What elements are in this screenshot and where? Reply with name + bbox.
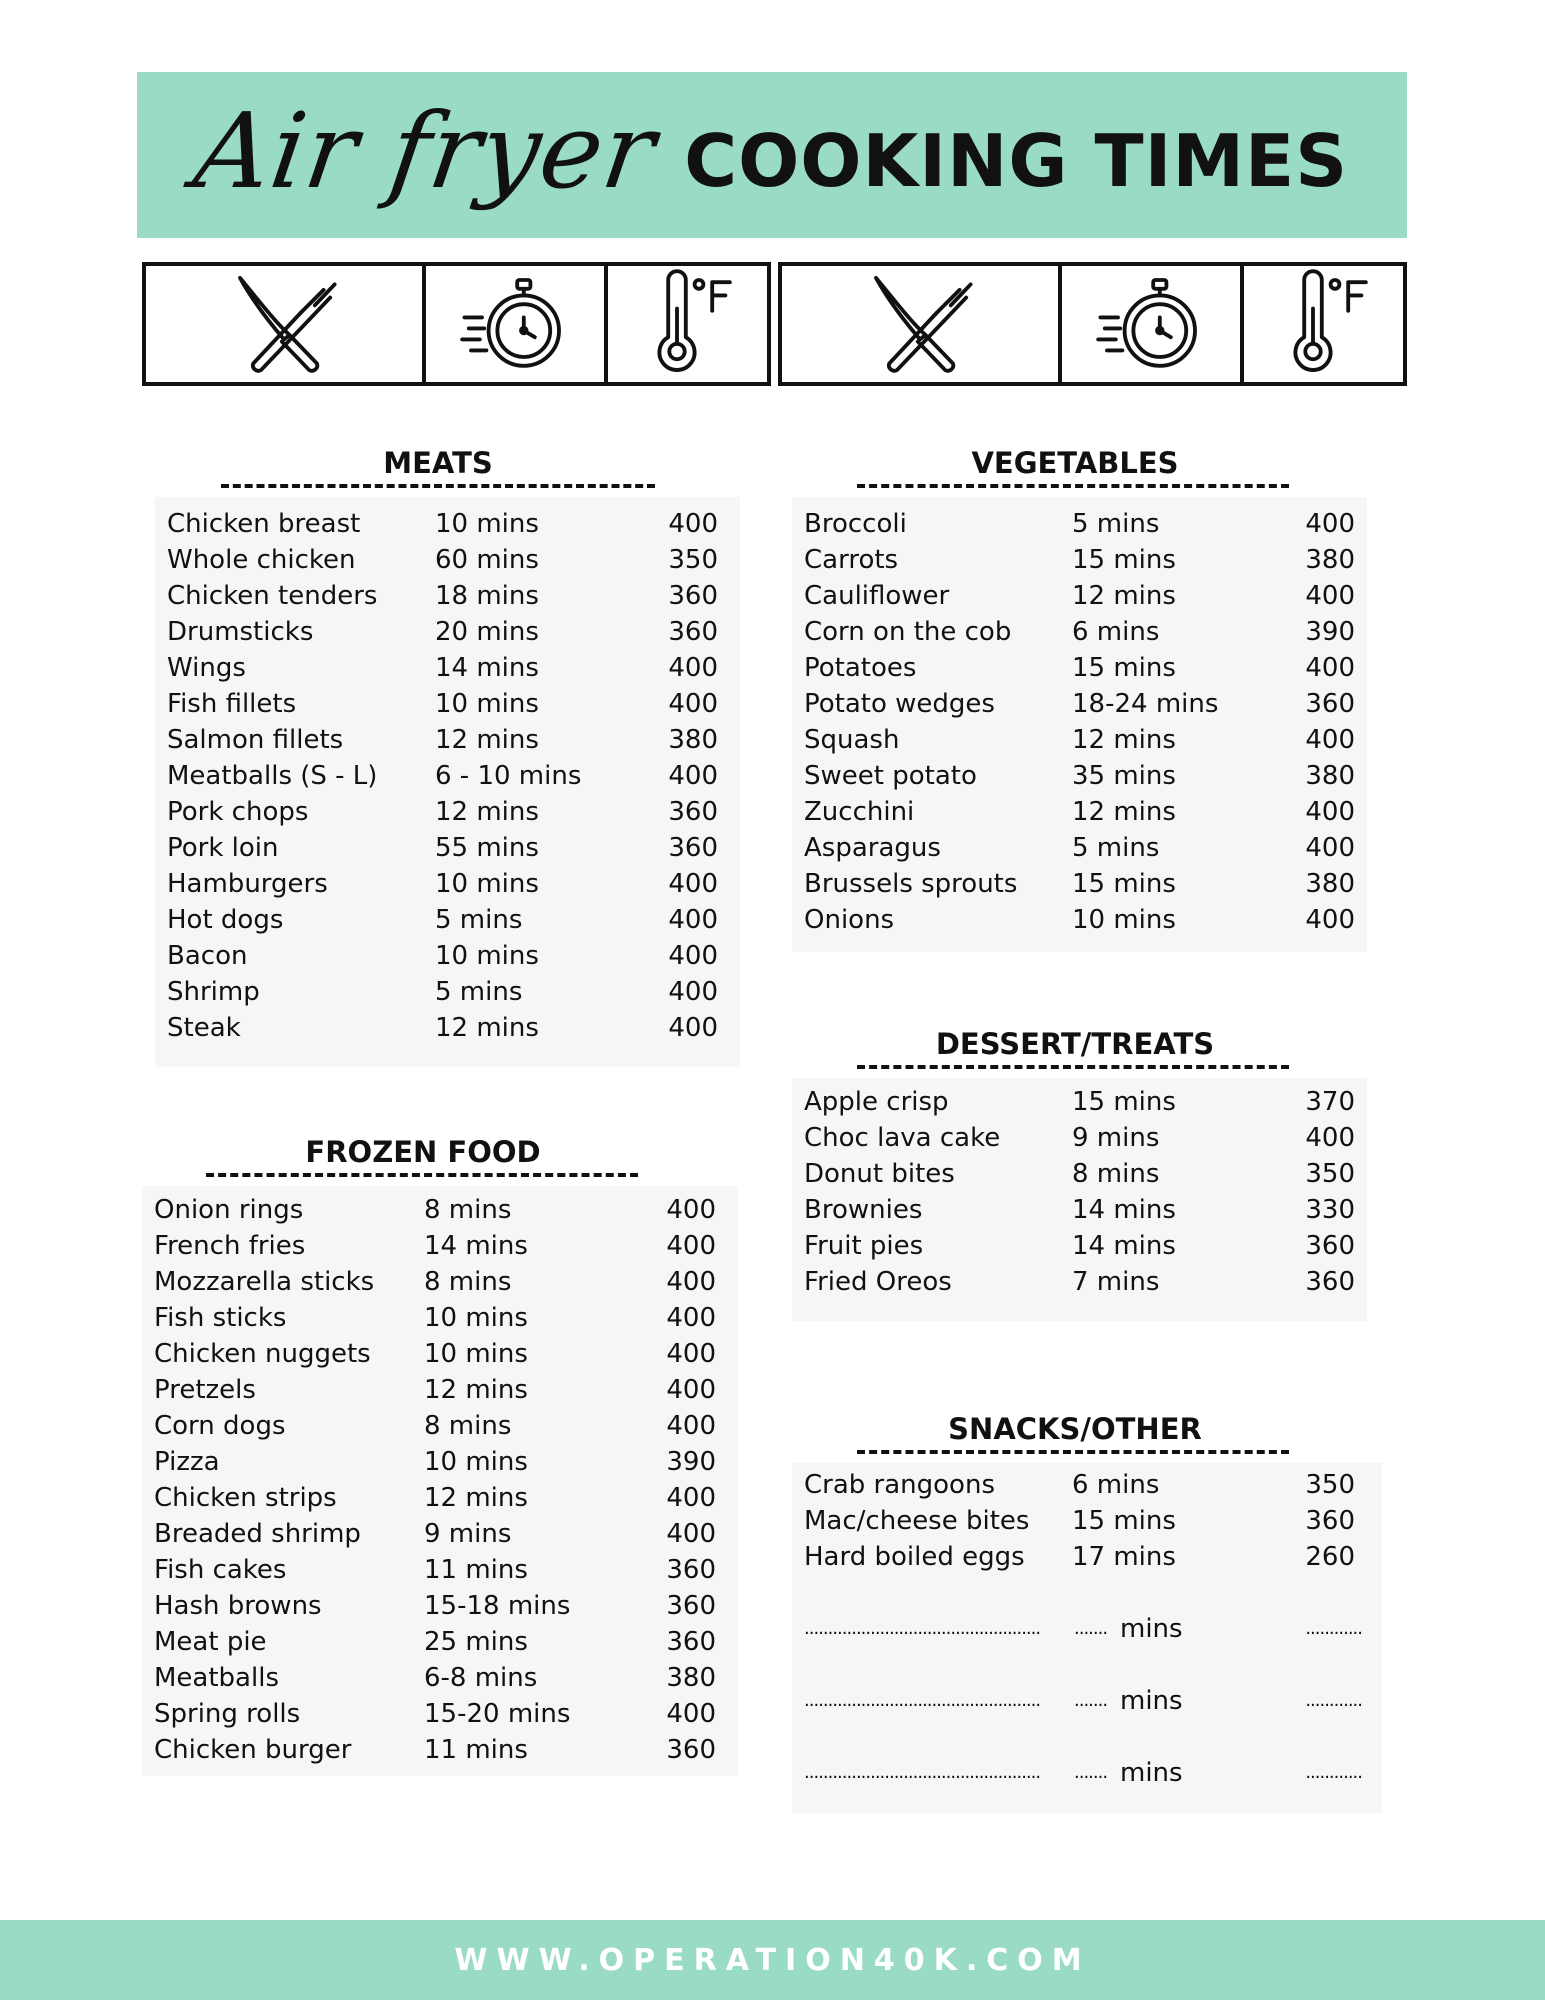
food-name: French fries <box>154 1231 306 1261</box>
table-row <box>142 1408 738 1444</box>
food-name: Squash <box>804 725 900 755</box>
food-name: Corn on the cob <box>804 617 1012 647</box>
food-name: Salmon fillets <box>167 725 344 755</box>
cook-time: 10 mins <box>435 509 539 539</box>
temperature: 360 <box>1305 1506 1355 1536</box>
table-row <box>155 902 740 938</box>
cook-time: 11 mins <box>424 1735 528 1765</box>
title-underline <box>857 1450 1289 1454</box>
temperature: 400 <box>1305 653 1355 683</box>
food-name: Onions <box>804 905 895 935</box>
temperature: 400 <box>1305 725 1355 755</box>
cook-time: 14 mins <box>435 653 539 683</box>
table-row <box>792 722 1367 758</box>
cook-time: 8 mins <box>424 1411 512 1441</box>
temperature: 400 <box>666 1519 716 1549</box>
food-name: Zucchini <box>804 797 915 827</box>
food-name: Mac/cheese bites <box>804 1506 1030 1536</box>
table-row <box>155 650 740 686</box>
food-name: Pretzels <box>154 1375 256 1405</box>
table-panel <box>142 1186 738 1776</box>
table-panel <box>792 1078 1367 1321</box>
cook-time: 12 mins <box>1072 725 1176 755</box>
temperature: 360 <box>666 1591 716 1621</box>
stopwatch-icon <box>1058 266 1240 382</box>
temperature: 360 <box>668 797 718 827</box>
table-row <box>792 506 1367 542</box>
cook-time: 15 mins <box>1072 1506 1176 1536</box>
food-name: Crab rangoons <box>804 1470 995 1500</box>
cook-time: 15 mins <box>1072 869 1176 899</box>
section-title: MEATS <box>383 446 493 480</box>
temperature: 380 <box>1305 869 1355 899</box>
section-title: VEGETABLES <box>971 446 1179 480</box>
temperature: 370 <box>1305 1087 1355 1117</box>
temperature: 400 <box>668 1013 718 1043</box>
food-name: Drumsticks <box>167 617 314 647</box>
section-title: DESSERT/TREATS <box>935 1027 1215 1061</box>
food-name: Fish cakes <box>154 1555 287 1585</box>
food-name: Brussels sprouts <box>804 869 1018 899</box>
blank-time: ....... <box>1074 1690 1108 1711</box>
temperature: 360 <box>1305 689 1355 719</box>
table-row <box>142 1228 738 1264</box>
temperature: 350 <box>668 545 718 575</box>
table-row <box>792 866 1367 902</box>
table-row <box>142 1588 738 1624</box>
temperature: 400 <box>666 1267 716 1297</box>
temperature: 400 <box>668 905 718 935</box>
temperature: 400 <box>666 1375 716 1405</box>
food-name: Carrots <box>804 545 899 575</box>
cook-time: 12 mins <box>424 1483 528 1513</box>
temperature: 400 <box>668 761 718 791</box>
temperature: 400 <box>1305 833 1355 863</box>
table-panel <box>792 497 1367 952</box>
food-name: Meatballs <box>154 1663 279 1693</box>
food-name: Mozzarella sticks <box>154 1267 375 1297</box>
cook-time: 15 mins <box>1072 1087 1176 1117</box>
table-row <box>155 794 740 830</box>
cook-time: 12 mins <box>1072 581 1176 611</box>
table-row <box>792 1539 1382 1575</box>
cook-time: 10 mins <box>424 1303 528 1333</box>
blank-mins-label: mins <box>1120 1758 1183 1788</box>
cook-time: 10 mins <box>435 869 539 899</box>
blank-row <box>792 1611 1382 1647</box>
temperature: 360 <box>668 833 718 863</box>
cook-time: 35 mins <box>1072 761 1176 791</box>
temperature: 400 <box>668 689 718 719</box>
temperature: 400 <box>666 1339 716 1369</box>
cook-time: 6 - 10 mins <box>435 761 582 791</box>
table-row <box>142 1372 738 1408</box>
blank-temp: ............ <box>1305 1762 1362 1783</box>
title-underline <box>206 1173 638 1177</box>
food-name: Chicken tenders <box>167 581 378 611</box>
temperature: 400 <box>1305 797 1355 827</box>
cook-time: 25 mins <box>424 1627 528 1657</box>
temperature: 400 <box>668 653 718 683</box>
temperature: 380 <box>668 725 718 755</box>
table-row <box>142 1732 738 1768</box>
table-row <box>792 830 1367 866</box>
temperature: 400 <box>668 869 718 899</box>
cook-time: 5 mins <box>435 905 523 935</box>
cook-time: 18-24 mins <box>1072 689 1219 719</box>
table-row <box>792 614 1367 650</box>
table-row <box>155 614 740 650</box>
table-row <box>155 506 740 542</box>
temperature: 400 <box>668 941 718 971</box>
table-row <box>155 722 740 758</box>
food-name: Cauliflower <box>804 581 950 611</box>
food-name: Hard boiled eggs <box>804 1542 1025 1572</box>
food-name: Whole chicken <box>167 545 356 575</box>
food-name: Chicken nuggets <box>154 1339 371 1369</box>
section-title: SNACKS/OTHER <box>948 1412 1202 1446</box>
food-name: Fruit pies <box>804 1231 924 1261</box>
blank-time: ....... <box>1074 1618 1108 1639</box>
cook-time: 5 mins <box>1072 833 1160 863</box>
utensils-icon <box>146 266 422 382</box>
cook-time: 60 mins <box>435 545 539 575</box>
food-name: Hash browns <box>154 1591 322 1621</box>
cook-time: 8 mins <box>424 1195 512 1225</box>
cook-time: 17 mins <box>1072 1542 1176 1572</box>
food-name: Pizza <box>154 1447 220 1477</box>
temperature: 400 <box>666 1699 716 1729</box>
cook-time: 12 mins <box>435 725 539 755</box>
blank-food: .................................................. <box>804 1762 1041 1783</box>
temperature: 360 <box>666 1627 716 1657</box>
food-name: Corn dogs <box>154 1411 286 1441</box>
food-name: Steak <box>167 1013 241 1043</box>
cook-time: 18 mins <box>435 581 539 611</box>
table-panel <box>792 1463 1382 1813</box>
cook-time: 15-20 mins <box>424 1699 571 1729</box>
table-row <box>792 1264 1367 1300</box>
temperature: 390 <box>666 1447 716 1477</box>
food-name: Hamburgers <box>167 869 328 899</box>
temperature: 400 <box>666 1195 716 1225</box>
cook-time: 14 mins <box>1072 1195 1176 1225</box>
table-row <box>142 1516 738 1552</box>
table-row <box>142 1696 738 1732</box>
temperature: 400 <box>666 1483 716 1513</box>
cook-time: 15-18 mins <box>424 1591 571 1621</box>
table-row <box>155 686 740 722</box>
food-name: Fried Oreos <box>804 1267 952 1297</box>
temperature: 360 <box>1305 1231 1355 1261</box>
temperature: 400 <box>1305 581 1355 611</box>
table-row <box>792 542 1367 578</box>
table-row <box>155 542 740 578</box>
icon-header-left <box>142 262 771 386</box>
title-underline <box>857 484 1289 488</box>
table-row <box>792 1467 1382 1503</box>
temperature: 400 <box>668 509 718 539</box>
thermometer-icon <box>1240 266 1403 382</box>
food-name: Wings <box>167 653 246 683</box>
stopwatch-icon <box>422 266 604 382</box>
table-row <box>792 1156 1367 1192</box>
table-row <box>155 578 740 614</box>
blank-temp: ............ <box>1305 1618 1362 1639</box>
cook-time: 12 mins <box>424 1375 528 1405</box>
table-row <box>155 974 740 1010</box>
cook-time: 10 mins <box>424 1339 528 1369</box>
cook-time: 15 mins <box>1072 545 1176 575</box>
blank-time: ....... <box>1074 1762 1108 1783</box>
table-panel <box>155 497 740 1067</box>
temperature: 350 <box>1305 1470 1355 1500</box>
cook-time: 5 mins <box>435 977 523 1007</box>
title-underline <box>857 1065 1289 1069</box>
table-row <box>792 1228 1367 1264</box>
table-row <box>142 1336 738 1372</box>
cook-time: 5 mins <box>1072 509 1160 539</box>
food-name: Meatballs (S - L) <box>167 761 378 791</box>
food-name: Pork chops <box>167 797 309 827</box>
blank-mins-label: mins <box>1120 1686 1183 1716</box>
temperature: 360 <box>666 1555 716 1585</box>
food-name: Choc lava cake <box>804 1123 1001 1153</box>
food-name: Fish sticks <box>154 1303 287 1333</box>
temperature: 400 <box>668 977 718 1007</box>
cook-time: 6 mins <box>1072 617 1160 647</box>
table-row <box>155 758 740 794</box>
cook-time: 8 mins <box>424 1267 512 1297</box>
temperature: 330 <box>1305 1195 1355 1225</box>
table-row <box>792 1192 1367 1228</box>
food-name: Shrimp <box>167 977 260 1007</box>
title-script: Air fryer <box>187 90 663 212</box>
food-name: Spring rolls <box>154 1699 301 1729</box>
food-name: Meat pie <box>154 1627 267 1657</box>
temperature: 400 <box>1305 1123 1355 1153</box>
food-name: Potatoes <box>804 653 917 683</box>
cook-time: 14 mins <box>424 1231 528 1261</box>
cook-time: 20 mins <box>435 617 539 647</box>
temperature: 360 <box>1305 1267 1355 1297</box>
cook-time: 10 mins <box>1072 905 1176 935</box>
temperature: 380 <box>1305 545 1355 575</box>
website-url: WWW.OPERATION40K.COM <box>454 1942 1091 1978</box>
cook-time: 8 mins <box>1072 1159 1160 1189</box>
food-name: Donut bites <box>804 1159 955 1189</box>
food-name: Fish fillets <box>167 689 297 719</box>
food-name: Chicken breast <box>167 509 361 539</box>
blank-food: .................................................. <box>804 1690 1041 1711</box>
cook-time: 55 mins <box>435 833 539 863</box>
cook-time: 9 mins <box>1072 1123 1160 1153</box>
table-row <box>792 578 1367 614</box>
blank-mins-label: mins <box>1120 1614 1183 1644</box>
temperature: 400 <box>1305 905 1355 935</box>
cook-time: 12 mins <box>435 797 539 827</box>
blank-row <box>792 1683 1382 1719</box>
table-row <box>155 1010 740 1046</box>
table-row <box>792 686 1367 722</box>
temperature: 400 <box>1305 509 1355 539</box>
table-row <box>792 1503 1382 1539</box>
cook-time: 15 mins <box>1072 653 1176 683</box>
footer-bar <box>0 1920 1545 2000</box>
title-underline <box>221 484 655 488</box>
temperature: 350 <box>1305 1159 1355 1189</box>
temperature: 360 <box>666 1735 716 1765</box>
temperature: 390 <box>1305 617 1355 647</box>
table-row <box>792 650 1367 686</box>
blank-row <box>792 1755 1382 1791</box>
title-bold: COOKING TIMES <box>684 119 1349 203</box>
cook-time: 14 mins <box>1072 1231 1176 1261</box>
food-name: Sweet potato <box>804 761 977 791</box>
thermometer-icon <box>604 266 767 382</box>
food-name: Hot dogs <box>167 905 284 935</box>
table-row <box>142 1552 738 1588</box>
utensils-icon <box>782 266 1058 382</box>
table-row <box>792 758 1367 794</box>
cook-time: 10 mins <box>424 1447 528 1477</box>
cook-time: 10 mins <box>435 689 539 719</box>
temperature: 360 <box>668 581 718 611</box>
cook-time: 6 mins <box>1072 1470 1160 1500</box>
food-name: Brownies <box>804 1195 923 1225</box>
blank-temp: ............ <box>1305 1690 1362 1711</box>
food-name: Asparagus <box>804 833 941 863</box>
table-row <box>155 866 740 902</box>
table-row <box>142 1660 738 1696</box>
cook-time: 10 mins <box>435 941 539 971</box>
cook-time: 6-8 mins <box>424 1663 538 1693</box>
table-row <box>155 938 740 974</box>
temperature: 400 <box>666 1231 716 1261</box>
table-row <box>792 1084 1367 1120</box>
table-row <box>155 830 740 866</box>
table-row <box>142 1624 738 1660</box>
food-name: Apple crisp <box>804 1087 949 1117</box>
cook-time: 9 mins <box>424 1519 512 1549</box>
table-row <box>142 1300 738 1336</box>
temperature: 380 <box>666 1663 716 1693</box>
table-row <box>142 1264 738 1300</box>
table-row <box>142 1192 738 1228</box>
temperature: 260 <box>1305 1542 1355 1572</box>
temperature: 360 <box>668 617 718 647</box>
food-name: Breaded shrimp <box>154 1519 361 1549</box>
table-row <box>142 1444 738 1480</box>
food-name: Chicken strips <box>154 1483 337 1513</box>
table-row <box>142 1480 738 1516</box>
temperature: 400 <box>666 1303 716 1333</box>
cook-time: 7 mins <box>1072 1267 1160 1297</box>
blank-food: .................................................. <box>804 1618 1041 1639</box>
table-row <box>792 902 1367 938</box>
cook-time: 12 mins <box>435 1013 539 1043</box>
food-name: Broccoli <box>804 509 907 539</box>
cook-time: 12 mins <box>1072 797 1176 827</box>
title-banner <box>137 72 1407 238</box>
temperature: 400 <box>666 1411 716 1441</box>
table-row <box>792 1120 1367 1156</box>
food-name: Pork loin <box>167 833 279 863</box>
cook-time: 11 mins <box>424 1555 528 1585</box>
food-name: Chicken burger <box>154 1735 352 1765</box>
food-name: Bacon <box>167 941 248 971</box>
table-row <box>792 794 1367 830</box>
food-name: Onion rings <box>154 1195 304 1225</box>
section-title: FROZEN FOOD <box>305 1135 541 1169</box>
icon-header-right <box>778 262 1407 386</box>
food-name: Potato wedges <box>804 689 995 719</box>
temperature: 380 <box>1305 761 1355 791</box>
